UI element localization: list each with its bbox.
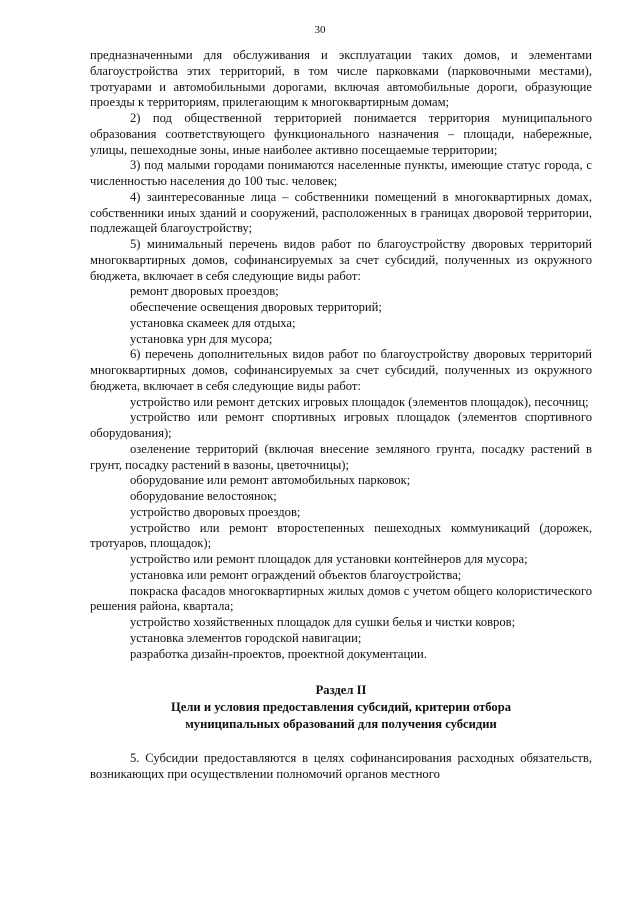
- paragraph-small-towns: 3) под малыми городами понимаются населенные пункты, имеющие статус города, с численностью населения до 100 тыс. человек;: [90, 158, 592, 188]
- list-item: устройство или ремонт детских игровых площадок (элементов площадок), песочниц;: [130, 394, 589, 409]
- list-item: устройство или ремонт площадок для установки контейнеров для мусора;: [130, 552, 528, 566]
- list-item: устройство дворовых проездов;: [130, 504, 301, 519]
- paragraph-interested-persons: 4) заинтересованные лица – собственники помещений в многоквартирных домах, собственники иных зданий и сооружений, расположенных в границах дворовой территории, подлежащей благоустройству;: [90, 189, 592, 236]
- list-item: обеспечение освещения дворовых территорий;: [130, 300, 382, 314]
- section-heading: Цели и условия предоставления субсидий, критерии отбора муниципальных образований для получения субсидии: [170, 700, 512, 732]
- list-item: установка урн для мусора;: [130, 331, 273, 346]
- document-body: [90, 48, 592, 783]
- list-item: ремонт дворовых проездов;: [130, 284, 279, 299]
- list-item: озеленение территорий (включая внесение земляного грунта, посадку растений в грунт, посадку растений в вазоны, цветочницы);: [90, 441, 592, 472]
- paragraph-public-territory: 2) под общественной территорией понимается территория муниципального образования соответствующего функционального назначения – площади, набережные, улицы, пешеходные зоны, иные наиболее активно посещаемые территории;: [90, 111, 592, 157]
- list-item: установка или ремонт ограждений объектов благоустройства;: [130, 567, 462, 582]
- section-title: Раздел II: [315, 683, 367, 698]
- page-number: 30: [314, 24, 326, 36]
- list-item: устройство хозяйственных площадок для сушки белья и чистки ковров;: [130, 615, 516, 629]
- list-item: устройство или ремонт второстепенных пешеходных коммуникаций (дорожек, тротуаров, площадок);: [90, 520, 592, 551]
- paragraph-subsidies: 5. Субсидии предоставляются в целях софинансирования расходных обязательств, возникающих при осуществлении полномочий органов местного: [90, 751, 592, 781]
- paragraph-continuation: предназначенными для обслуживания и эксплуатации таких домов, и элементами благоустройства этих территорий, в том числе парковками (парковочными местами), тротуарами и автомобильными дорогами, включая автомобильные дороги, образующие проезды к территориям, прилегающим к многоквартирным домам;: [90, 48, 592, 110]
- list-item: разработка дизайн-проектов, проектной документации.: [130, 646, 427, 661]
- list-item: установка скамеек для отдыха;: [130, 315, 296, 330]
- paragraph-minimal-works: 5) минимальный перечень видов работ по благоустройству дворовых территорий многоквартирных домов, софинансируемых за счет субсидий, полученных из окружного бюджета, включает в себя следующие виды работ:: [90, 237, 592, 283]
- list-item: установка элементов городской навигации;: [130, 630, 362, 645]
- paragraph-additional-works: 6) перечень дополнительных видов работ по благоустройству дворовых территорий многоквартирных домов, софинансируемых за счет субсидий, полученных из окружного бюджета, включает в себя следующие виды работ:: [90, 347, 592, 393]
- list-item: оборудование или ремонт автомобильных парковок;: [130, 473, 411, 488]
- list-item: покраска фасадов многоквартирных жилых домов с учетом общего колористического решения района, квартала;: [90, 583, 592, 614]
- list-item: оборудование велостоянок;: [130, 489, 277, 503]
- list-item: устройство или ремонт спортивных игровых площадок (элементов спортивного оборудования);: [90, 410, 592, 440]
